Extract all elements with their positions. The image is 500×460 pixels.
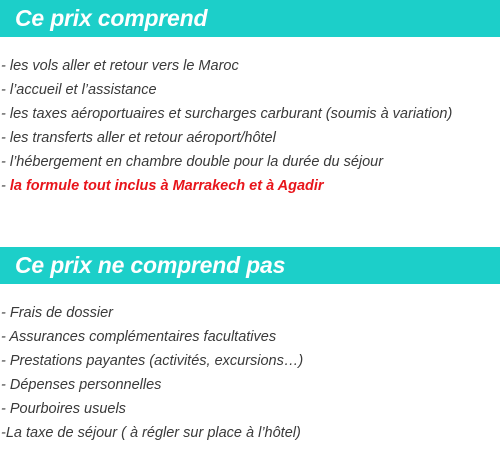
included-section-title: Ce prix comprend <box>15 5 208 31</box>
list-item: - l’accueil et l’assistance <box>1 82 157 98</box>
list-item: - Dépenses personnelles <box>1 377 162 393</box>
list-item: - l’hébergement en chambre double pour la durée du séjour <box>1 154 384 170</box>
list-item-highlighted <box>1 174 499 198</box>
excluded-list <box>1 301 499 445</box>
included-list <box>1 54 499 198</box>
list-item: -La taxe de séjour ( à régler sur place à l’hôtel) <box>1 425 301 441</box>
highlighted-offer-text: la formule tout inclus à Marrakech et à Agadir <box>9 178 324 194</box>
list-item: - les taxes aéroportuaires et surcharges carburant (soumis à variation) <box>1 106 453 122</box>
list-item-prefix: - <box>1 178 10 194</box>
list-item: - les vols aller et retour vers le Maroc <box>1 58 239 74</box>
list-item: - Pourboires usuels <box>1 401 126 417</box>
list-item: - Assurances complémentaires facultatives <box>1 329 277 345</box>
excluded-section-banner <box>0 247 500 284</box>
excluded-section-title: Ce prix ne comprend pas <box>15 252 286 278</box>
list-item: - Frais de dossier <box>1 305 114 321</box>
list-item: - Prestations payantes (activités, excursions…) <box>1 353 304 369</box>
list-item: - les transferts aller et retour aéroport/hôtel <box>1 130 276 146</box>
included-section-banner <box>0 0 500 37</box>
